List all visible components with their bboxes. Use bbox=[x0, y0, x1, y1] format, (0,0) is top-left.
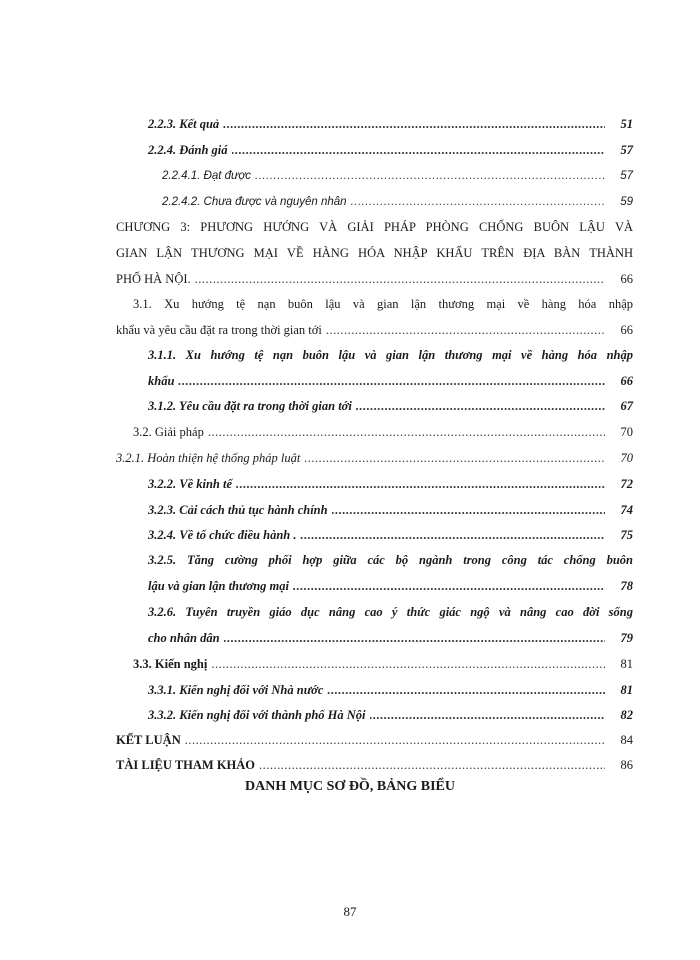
toc-entry-page: 59 bbox=[620, 196, 633, 208]
toc-entry-page: 86 bbox=[620, 758, 633, 772]
toc-entry-label: 2.2.4.2. Chưa được và nguyên nhân bbox=[162, 196, 347, 208]
toc-entry-page: 51 bbox=[620, 117, 633, 131]
toc-entry bbox=[116, 450, 633, 466]
toc-entry-page: 57 bbox=[620, 143, 633, 157]
toc-entry bbox=[148, 398, 633, 414]
toc-entry-label: 3.3.2. Kiến nghị đối với thành phố Hà Nội bbox=[148, 708, 366, 722]
toc-entry-line: 3.1.1. Xu hướng tệ nạn buôn lậu và gian lận thương mại về hàng hóa nhập bbox=[148, 348, 633, 362]
toc-entry-label: khẩu bbox=[148, 374, 175, 388]
toc-entry-page: 78 bbox=[620, 579, 633, 593]
toc-entry-line: 3.1. Xu hướng tệ nạn buôn lậu và gian lận thương mại về hàng hóa nhập bbox=[133, 297, 633, 311]
toc-entry bbox=[162, 194, 633, 210]
section-heading: DANH MỤC SƠ ĐỒ, BẢNG BIỂU bbox=[244, 779, 455, 794]
toc-entry-label: 3.2.3. Cải cách thủ tục hành chính bbox=[148, 503, 328, 517]
toc-entry bbox=[116, 271, 633, 287]
toc-entry-page: 66 bbox=[620, 323, 633, 337]
toc-chapter-line: GIAN LẬN THƯƠNG MẠI VỀ HÀNG HÓA NHẬP KHẨU TRÊN ĐỊA BÀN THÀNH bbox=[116, 246, 633, 260]
toc-entry-label: KẾT LUẬN bbox=[116, 733, 181, 747]
toc-entry-label: 3.2. Giải pháp bbox=[133, 425, 204, 439]
toc-entry-label: PHỐ HÀ NỘI. bbox=[116, 272, 191, 286]
toc-entry-label: TÀI LIỆU THAM KHẢO bbox=[116, 758, 256, 772]
toc-entry-page: 75 bbox=[620, 528, 633, 542]
toc-entry bbox=[148, 527, 633, 543]
toc-entry bbox=[116, 732, 633, 748]
toc-entry-label: 3.3. Kiến nghị bbox=[133, 657, 208, 671]
toc-entry-line: 3.2.5. Tăng cường phối hợp giữa các bộ ngành trong công tác chống buôn bbox=[148, 553, 633, 567]
toc-entry bbox=[116, 322, 633, 338]
toc-entry-label: 2.2.3. Kết quả bbox=[148, 117, 220, 131]
toc-entry-page: 66 bbox=[620, 374, 633, 388]
toc-entry bbox=[148, 476, 633, 492]
toc-entry bbox=[148, 682, 633, 698]
toc-entry bbox=[148, 502, 633, 518]
toc-entry-label: 3.2.2. Về kinh tế bbox=[148, 477, 233, 491]
toc-entry-page: 82 bbox=[620, 708, 633, 722]
toc-entry bbox=[133, 656, 633, 672]
toc-entry-label: 2.2.4. Đánh giá bbox=[148, 143, 228, 157]
toc-entry-label: 3.2.1. Hoàn thiện hệ thống pháp luật bbox=[116, 451, 301, 465]
toc-entry bbox=[148, 116, 633, 132]
toc-entry bbox=[148, 578, 633, 594]
toc-entry-page: 81 bbox=[620, 683, 633, 697]
toc-entry bbox=[148, 630, 633, 646]
toc-entry-page: 70 bbox=[620, 451, 633, 465]
toc-entry-label: lậu và gian lận thương mại bbox=[148, 579, 289, 593]
toc-entry-page: 70 bbox=[620, 425, 633, 439]
toc-entry-label: cho nhân dân bbox=[148, 631, 220, 645]
toc-entry-page: 84 bbox=[620, 733, 633, 747]
toc-entry-label: khẩu và yêu cầu đặt ra trong thời gian tới bbox=[116, 323, 322, 337]
toc-entry bbox=[133, 424, 633, 440]
toc-entry bbox=[148, 707, 633, 723]
toc-entry-page: 74 bbox=[620, 503, 633, 517]
toc-entry-label: 3.3.1. Kiến nghị đối với Nhà nước bbox=[148, 683, 324, 697]
toc-chapter-line: CHƯƠNG 3: PHƯƠNG HƯỚNG VÀ GIẢI PHÁP PHÒNG CHỐNG BUÔN LẬU VÀ bbox=[116, 220, 633, 234]
toc-entry bbox=[116, 757, 633, 773]
toc-entry-label: 3.2.4. Về tổ chức điều hành . bbox=[148, 528, 297, 542]
toc-entry-page: 67 bbox=[620, 399, 633, 413]
toc-entry-line: 3.2.6. Tuyên truyền giáo dục nâng cao ý thức giác ngộ và nâng cao đời sống bbox=[148, 605, 633, 619]
toc-entry-label: 2.2.4.1. Đạt được bbox=[162, 170, 252, 182]
toc-entry-page: 81 bbox=[620, 657, 633, 671]
toc-entry-label: 3.1.2. Yêu cầu đặt ra trong thời gian tới bbox=[148, 399, 352, 413]
toc-entry-page: 57 bbox=[620, 170, 633, 182]
toc-entry bbox=[148, 373, 633, 389]
toc-entry-page: 72 bbox=[620, 477, 633, 491]
toc-entry bbox=[162, 168, 633, 184]
toc-entry bbox=[148, 142, 633, 158]
toc-entry-page: 79 bbox=[620, 631, 633, 645]
toc-entry-page: 66 bbox=[620, 272, 633, 286]
page-number: 87 bbox=[343, 904, 357, 919]
